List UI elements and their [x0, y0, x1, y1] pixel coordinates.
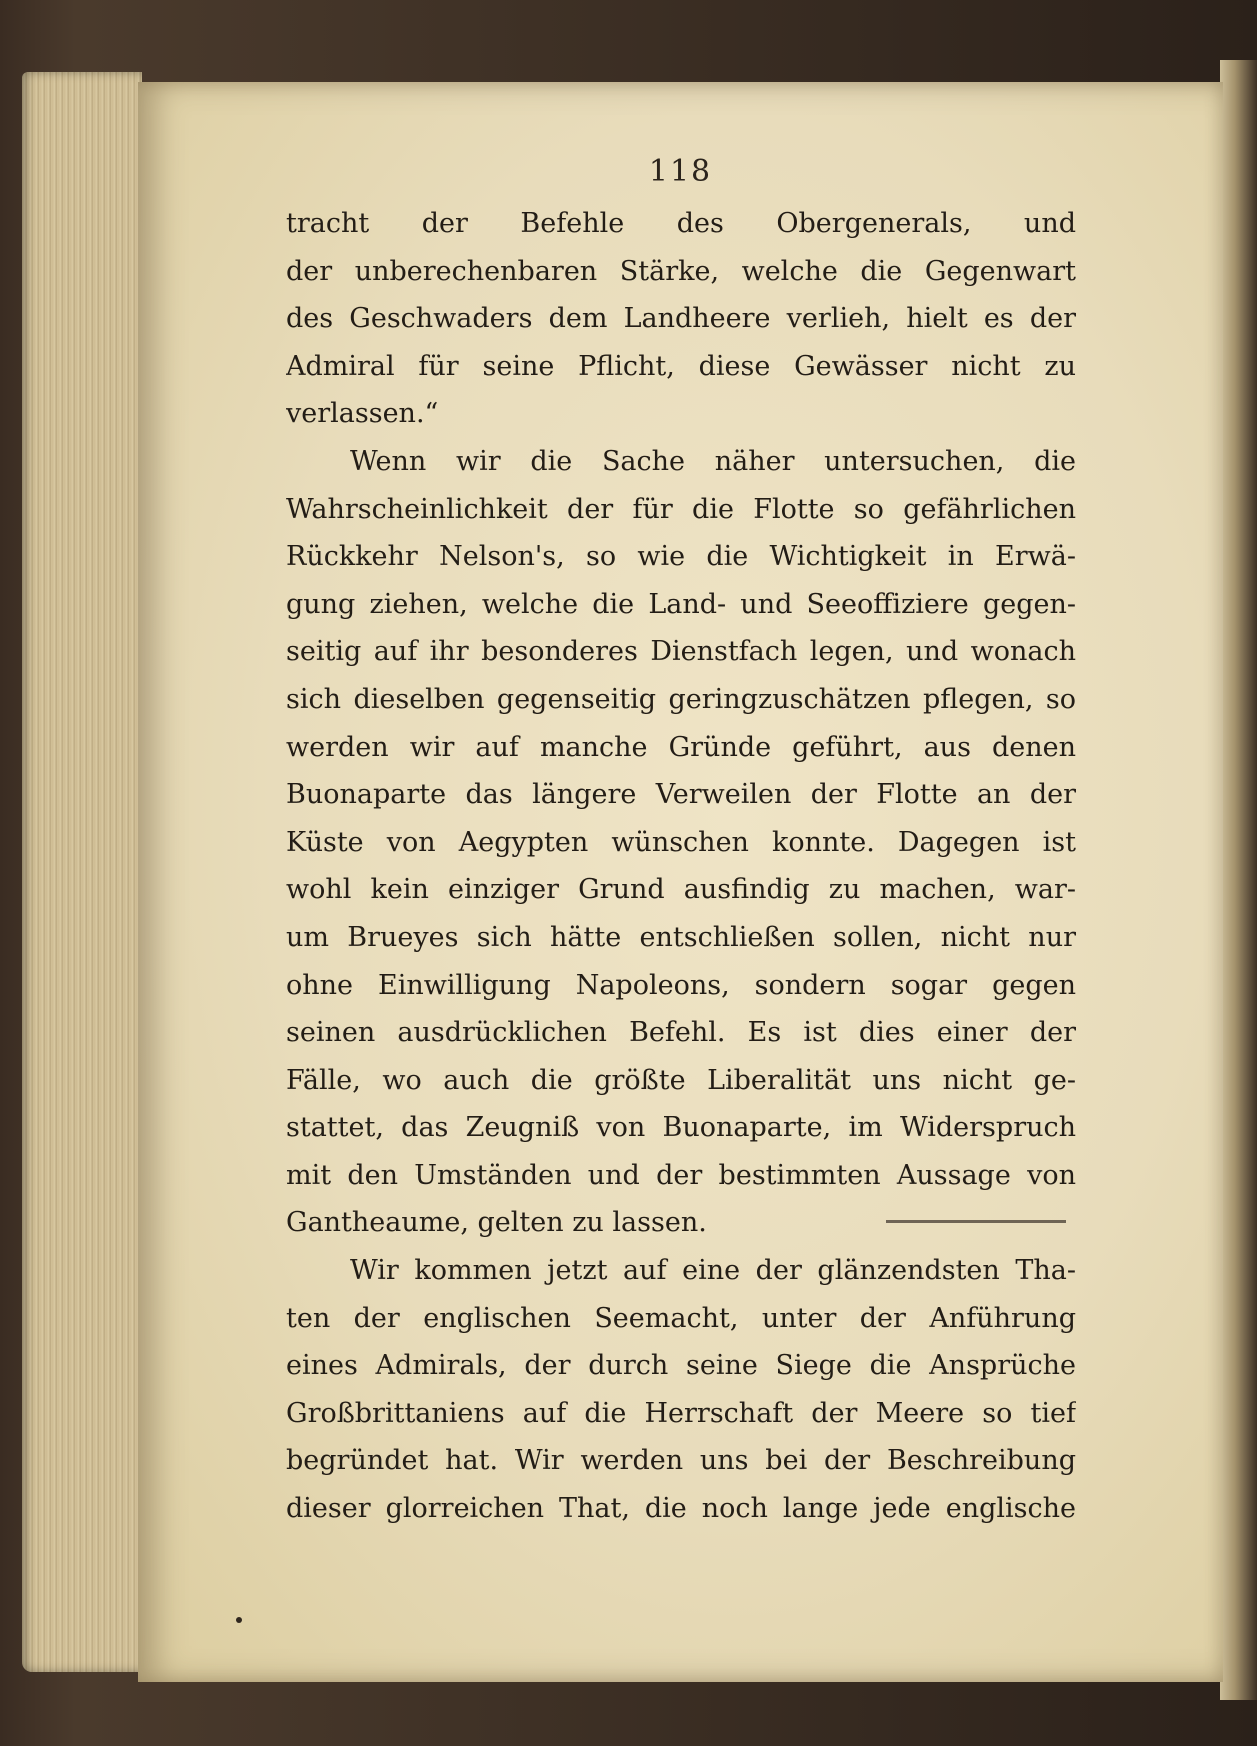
text-line: Buonaparte das längere Verweilen der Flotte an der — [286, 779, 1076, 811]
book-page — [138, 82, 1223, 1682]
text-line: des Geschwaders dem Landheere verlieh, hielt es der — [286, 303, 1076, 335]
text-line: ohne Einwilligung Napoleons, sondern sogar gegen — [286, 969, 1076, 1001]
text-line: wohl kein einziger Grund ausfindig zu machen, war- — [286, 874, 1076, 906]
text-line: sich dieselben gegenseitig geringzuschätzen pflegen, so — [286, 683, 1076, 715]
page-number: 118 — [648, 154, 713, 189]
text-line: Großbrittaniens auf die Herrschaft der Meere so tief — [286, 1397, 1076, 1429]
text-line: verlassen.“ — [286, 398, 439, 430]
body-text — [286, 200, 1076, 1533]
text-line: der unberechenbaren Stärke, welche die Gegenwart — [286, 255, 1076, 287]
text-line: Gantheaume, gelten zu lassen. — [286, 1207, 707, 1239]
text-line: ten der englischen Seemacht, unter der Anführung — [286, 1302, 1076, 1334]
text-line: dieser glorreichen That, die noch lange jede englische — [286, 1493, 1076, 1525]
text-line: begründet hat. Wir werden uns bei der Beschreibung — [286, 1445, 1076, 1477]
text-line: gung ziehen, welche die Land- und Seeoffiziere gegen- — [286, 588, 1076, 620]
text-line: Rückkehr Nelson's, so wie die Wichtigkeit in Erwä- — [286, 541, 1076, 573]
text-line: Admiral für seine Pflicht, diese Gewässer nicht zu — [286, 350, 1076, 382]
text-line: werden wir auf manche Gründe geführt, aus denen — [286, 731, 1076, 763]
text-line: Küste von Aegypten wünschen konnte. Dagegen ist — [286, 826, 1076, 858]
text-line: seitig auf ihr besonderes Dienstfach legen, und wonach — [286, 636, 1076, 668]
text-line: stattet, das Zeugniß von Buonaparte, im Widerspruch — [286, 1112, 1076, 1144]
ink-speck — [236, 1617, 242, 1623]
section-rule — [886, 1220, 1066, 1223]
text-line: seinen ausdrücklichen Befehl. Es ist dies einer der — [286, 1017, 1076, 1049]
text-line: Fälle, wo auch die größte Liberalität uns nicht ge- — [286, 1064, 1076, 1096]
paragraph-start-line: Wenn wir die Sache näher untersuchen, die — [350, 445, 1076, 477]
text-line: um Brueyes sich hätte entschließen sollen, nicht nur — [286, 921, 1076, 953]
paragraph-start-line: Wir kommen jetzt auf eine der glänzendsten Tha- — [350, 1255, 1076, 1287]
text-line: tracht der Befehle des Obergenerals, und — [286, 208, 1076, 239]
binding-strip — [1220, 60, 1257, 1700]
page-edges — [22, 72, 142, 1672]
text-line: eines Admirals, der durch seine Siege die Ansprüche — [286, 1350, 1076, 1382]
text-line: mit den Umständen und der bestimmten Aussage von — [286, 1159, 1076, 1191]
text-line: Wahrscheinlichkeit der für die Flotte so gefährlichen — [286, 493, 1076, 525]
